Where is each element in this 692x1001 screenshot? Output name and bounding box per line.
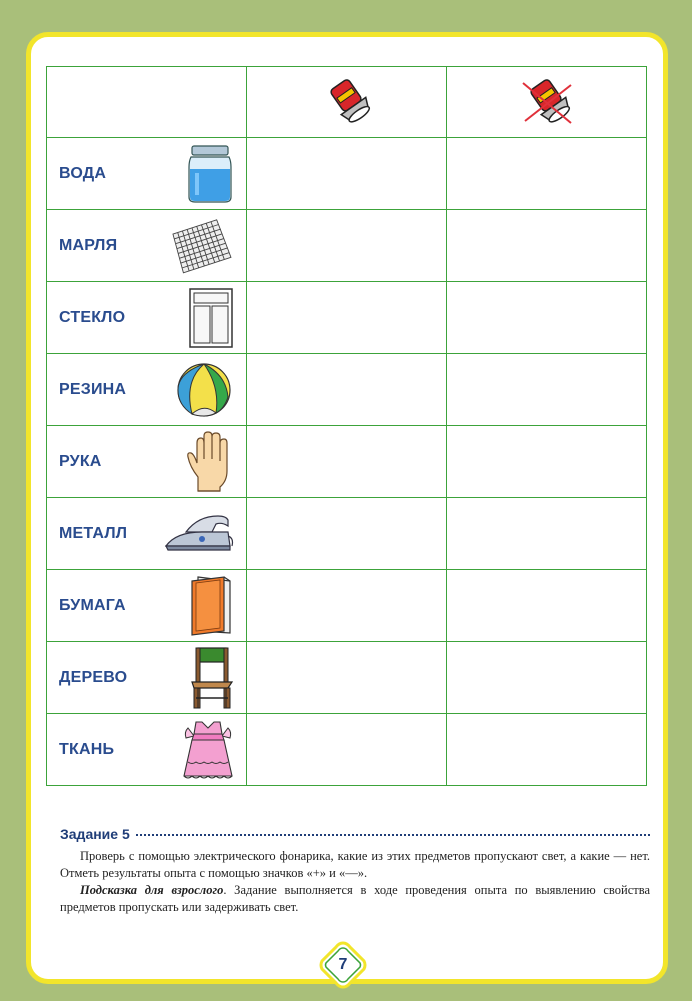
row-label: РЕЗИНА bbox=[59, 380, 127, 398]
window-glass-icon bbox=[188, 287, 234, 349]
blocks-light-cell[interactable] bbox=[447, 282, 647, 354]
row-label: БУМАГА bbox=[59, 596, 126, 614]
flashlight-icon bbox=[317, 77, 377, 127]
blocks-light-cell[interactable] bbox=[447, 354, 647, 426]
table-row bbox=[47, 210, 647, 282]
book-icon bbox=[188, 575, 234, 637]
wooden-chair-icon bbox=[190, 646, 234, 710]
table-row bbox=[47, 282, 647, 354]
iron-icon bbox=[162, 512, 234, 556]
row-label: МАРЛЯ bbox=[59, 236, 118, 254]
row-label: РУКА bbox=[59, 452, 102, 470]
blocks-light-cell[interactable] bbox=[447, 210, 647, 282]
header-passes-light-cell bbox=[247, 67, 447, 138]
passes-light-cell[interactable] bbox=[247, 642, 447, 714]
task-instruction: Проверь с помощью электрического фонарика, какие из этих предметов пропускают свет, а какие — нет. Отметь результаты опыта с помощью значков «+» и «—». bbox=[60, 849, 650, 880]
table-row bbox=[47, 426, 647, 498]
hint-label: Подсказка для взрослого bbox=[80, 883, 224, 897]
table-row bbox=[47, 714, 647, 786]
row-label: МЕТАЛЛ bbox=[59, 524, 128, 542]
header-blocks-light-cell bbox=[447, 67, 647, 138]
gauze-icon bbox=[168, 218, 234, 274]
flashlight-crossed-icon bbox=[517, 77, 577, 127]
dress-icon bbox=[182, 718, 234, 782]
header-empty-cell bbox=[47, 67, 247, 138]
light-test-table bbox=[46, 66, 647, 786]
row-label: СТЕКЛО bbox=[59, 308, 126, 326]
row-label: ТКАНЬ bbox=[59, 740, 115, 758]
table-row bbox=[47, 570, 647, 642]
dotted-leader bbox=[136, 833, 650, 836]
page-number-badge bbox=[318, 941, 368, 989]
passes-light-cell[interactable] bbox=[247, 426, 447, 498]
passes-light-cell[interactable] bbox=[247, 354, 447, 426]
task-text bbox=[60, 848, 650, 916]
blocks-light-cell[interactable] bbox=[447, 426, 647, 498]
task-block bbox=[60, 826, 650, 916]
jar-of-water-icon bbox=[186, 143, 234, 205]
table-row bbox=[47, 138, 647, 210]
blocks-light-cell[interactable] bbox=[447, 570, 647, 642]
passes-light-cell[interactable] bbox=[247, 498, 447, 570]
row-label: ДЕРЕВО bbox=[59, 668, 128, 686]
row-label: ВОДА bbox=[59, 164, 107, 182]
passes-light-cell[interactable] bbox=[247, 714, 447, 786]
hand-icon bbox=[184, 431, 234, 493]
table-header-row bbox=[47, 67, 647, 138]
table-row bbox=[47, 354, 647, 426]
rubber-ball-icon bbox=[174, 361, 234, 419]
passes-light-cell[interactable] bbox=[247, 210, 447, 282]
blocks-light-cell[interactable] bbox=[447, 714, 647, 786]
passes-light-cell[interactable] bbox=[247, 282, 447, 354]
table-row bbox=[47, 498, 647, 570]
task-title-line bbox=[60, 826, 650, 842]
passes-light-cell[interactable] bbox=[247, 138, 447, 210]
blocks-light-cell[interactable] bbox=[447, 138, 647, 210]
blocks-light-cell[interactable] bbox=[447, 498, 647, 570]
page-number: 7 bbox=[338, 956, 348, 973]
task-title: Задание 5 bbox=[60, 826, 130, 842]
passes-light-cell[interactable] bbox=[247, 570, 447, 642]
hint-text: . Задание выполняется в ходе проведения опыта по выявлению свойства предметов пропускать или задерживать свет. bbox=[60, 883, 650, 914]
blocks-light-cell[interactable] bbox=[447, 642, 647, 714]
table-row bbox=[47, 642, 647, 714]
task-hint bbox=[60, 882, 650, 916]
